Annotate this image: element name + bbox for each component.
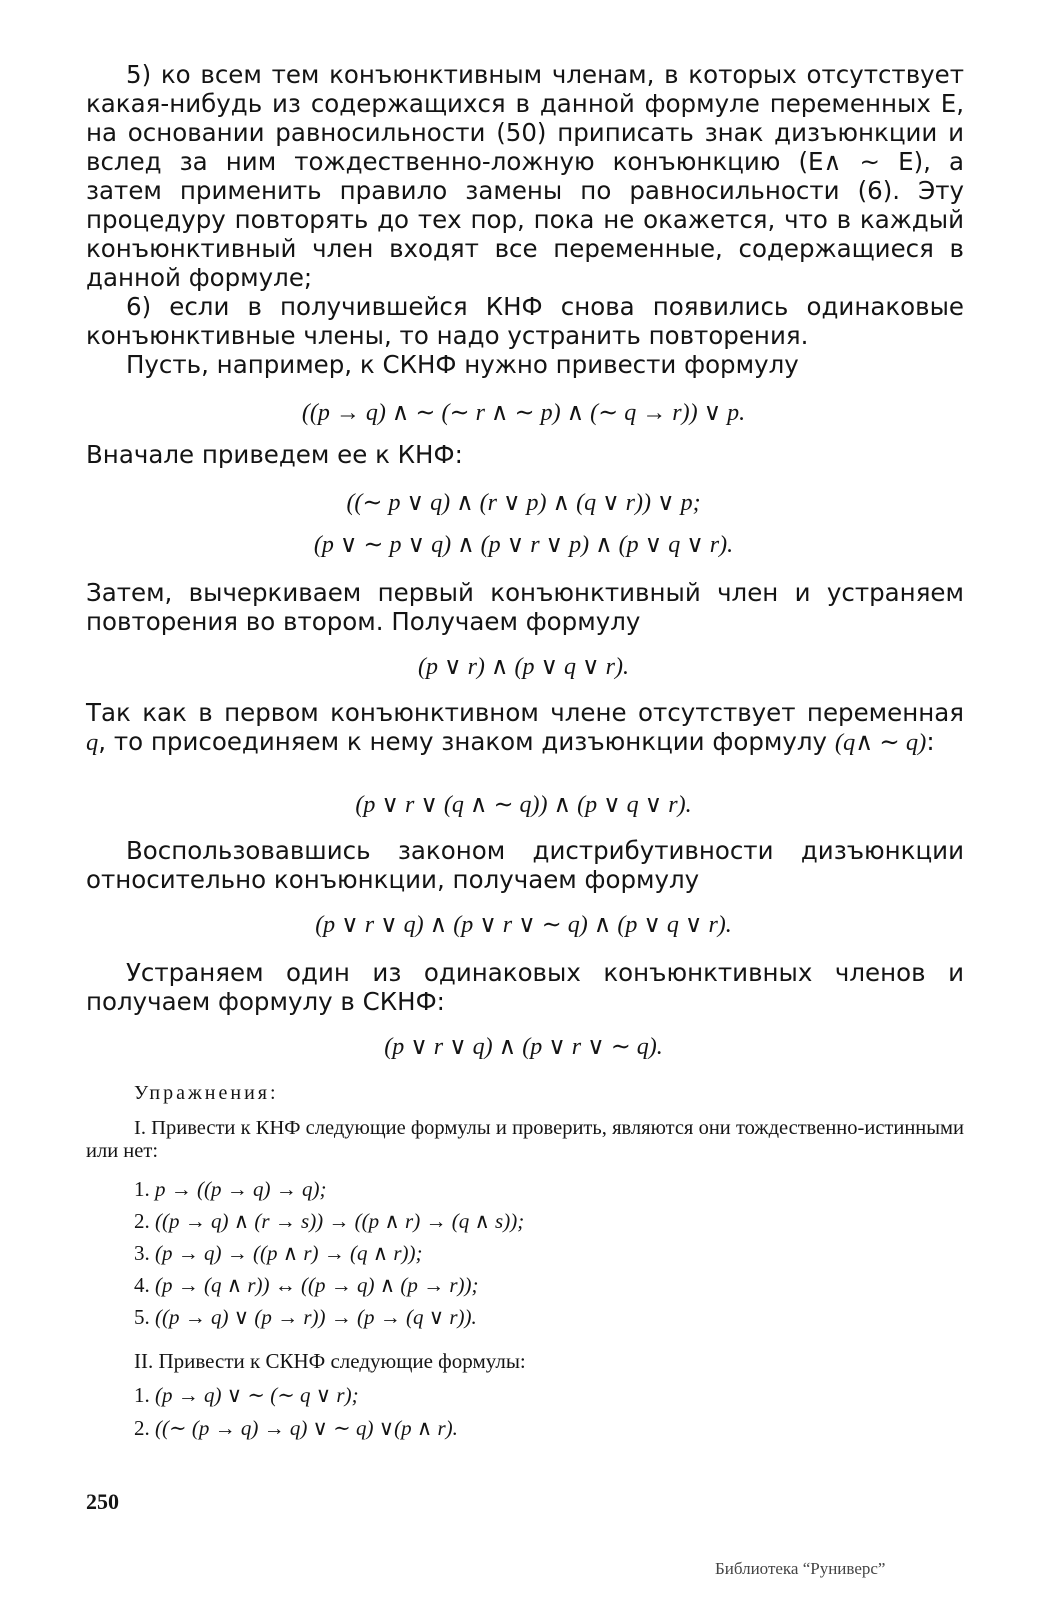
exercises-title: Упражнения: bbox=[134, 1082, 279, 1104]
paragraph-item-5: 5) ко всем тем конъюнктивным членам, в которых отсутствует какая-нибудь из содержащихся в данной формуле переменных E, на основании равносильности (50) приписать знак дизъюнкции и вслед за ним тождественно-ложную конъюнкцию (E∧ ∼ E), а затем применить правило замены по равносильности (6). Эту процедуру повторять до тех пор, пока не окажется, что в каждый конъюнктивный член входят все переменные, содержащиеся в данной формуле; bbox=[86, 60, 964, 292]
missing-text-c: : bbox=[926, 727, 935, 756]
exercise-1-5 bbox=[134, 1305, 477, 1330]
exercise-2-2 bbox=[134, 1416, 458, 1441]
library-watermark: Библиотека “Руниверс” bbox=[715, 1559, 886, 1578]
paragraph-example-lead: Пусть, например, к СКНФ нужно привести формулу bbox=[126, 350, 799, 379]
exercise-number: 3. bbox=[134, 1241, 150, 1265]
paragraph-distributivity: Воспользовавшись законом дистрибутивности дизъюнкции относительно конъюнкции, получаем формулу bbox=[86, 836, 964, 894]
missing-variable-q: q bbox=[86, 729, 99, 756]
formula-distributed: (p ∨ r ∨ q) ∧ (p ∨ r ∨ ∼ q) ∧ (p ∨ q ∨ r). bbox=[315, 912, 732, 938]
paragraph-strike: Затем, вычеркиваем первый конъюнктивный член и устраняем повторения во втором. Получаем формулу bbox=[86, 578, 964, 636]
exercise-1-1 bbox=[134, 1177, 326, 1202]
exercise-formula: (p → q) ∨ ∼ (∼ q ∨ r); bbox=[155, 1383, 359, 1407]
exercise-1-3 bbox=[134, 1241, 423, 1266]
paragraph-item-6: 6) если в получившейся КНФ снова появились одинаковые конъюнктивные члены, то надо устранить повторения. bbox=[86, 292, 964, 350]
exercise-number: 2. bbox=[134, 1209, 150, 1233]
exercise-1-2 bbox=[134, 1209, 524, 1234]
formula-sknf-result: (p ∨ r ∨ q) ∧ (p ∨ r ∨ ∼ q). bbox=[384, 1034, 663, 1060]
formula-knf-step-1: ((∼ p ∨ q) ∧ (r ∨ p) ∧ (q ∨ r)) ∨ p; bbox=[346, 490, 701, 516]
exercise-1-4 bbox=[134, 1273, 479, 1298]
page-number: 250 bbox=[86, 1489, 119, 1514]
exercise-formula: (p → q) → ((p ∧ r) → (q ∧ r)); bbox=[155, 1241, 423, 1265]
formula-reduced: (p ∨ r) ∧ (p ∨ q ∨ r). bbox=[418, 654, 629, 680]
exercise-formula: ((∼ (p → q) → q) ∨ ∼ q) ∨(p ∧ r). bbox=[155, 1416, 458, 1440]
exercise-formula: p → ((p → q) → q); bbox=[155, 1177, 327, 1201]
paragraph-remove-duplicates: Устраняем один из одинаковых конъюнктивных членов и получаем формулу в СКНФ: bbox=[86, 958, 964, 1016]
missing-text-a: Так как в первом конъюнктивном члене отсутствует переменная bbox=[86, 698, 964, 727]
exercise-2-1 bbox=[134, 1383, 359, 1408]
exercise-formula: (p → (q ∧ r)) ↔ ((p → q) ∧ (p → r)); bbox=[155, 1273, 479, 1297]
paragraph-missing-variable bbox=[86, 698, 964, 757]
exercise-formula: ((p → q) ∧ (r → s)) → ((p ∧ r) → (q ∧ s)); bbox=[155, 1209, 525, 1233]
exercise-number: 1. bbox=[134, 1177, 150, 1201]
missing-formula: (q∧ ∼ q) bbox=[834, 729, 927, 756]
formula-with-contradiction: (p ∨ r ∨ (q ∧ ∼ q)) ∧ (p ∨ q ∨ r). bbox=[355, 792, 692, 818]
exercises-part-2-heading: II. Привести к СКНФ следующие формулы: bbox=[134, 1349, 526, 1373]
exercise-number: 2. bbox=[134, 1416, 150, 1440]
formula-knf-step-2: (p ∨ ∼ p ∨ q) ∧ (p ∨ r ∨ p) ∧ (p ∨ q ∨ r). bbox=[313, 532, 734, 558]
exercise-number: 4. bbox=[134, 1273, 150, 1297]
formula-original: ((p → q) ∧ ∼ (∼ r ∧ ∼ p) ∧ (∼ q → r)) ∨ p. bbox=[301, 400, 746, 426]
exercise-formula: ((p → q) ∨ (p → r)) → (p → (q ∨ r)). bbox=[155, 1305, 477, 1329]
exercise-number: 1. bbox=[134, 1383, 150, 1407]
paragraph-knf-lead: Вначале приведем ее к КНФ: bbox=[86, 440, 463, 469]
missing-text-b: , то присоединяем к нему знаком дизъюнкции формулу bbox=[98, 727, 828, 756]
exercise-number: 5. bbox=[134, 1305, 150, 1329]
exercises-part-1-heading: I. Привести к КНФ следующие формулы и проверить, являются они тождественно-истинными или нет: bbox=[86, 1117, 964, 1162]
